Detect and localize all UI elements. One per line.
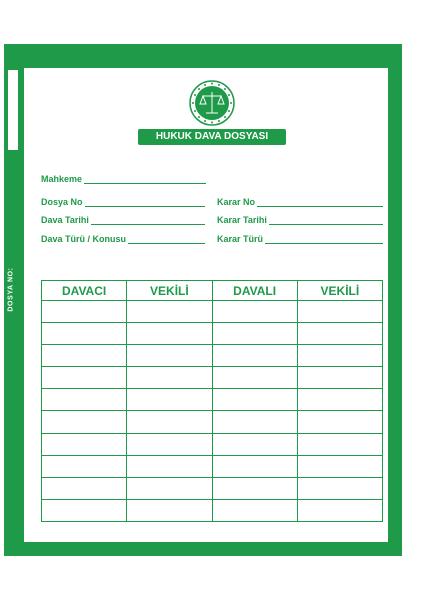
- table-cell[interactable]: [297, 477, 382, 499]
- field-karar-turu[interactable]: [217, 232, 383, 244]
- table-cell[interactable]: [297, 301, 382, 323]
- table-cell[interactable]: [127, 477, 212, 499]
- table-row: [42, 345, 383, 367]
- fill-line: [269, 215, 383, 225]
- parties-table: [41, 280, 383, 522]
- table-row: [42, 477, 383, 499]
- table-cell[interactable]: [127, 499, 212, 521]
- field-label: Dava Türü / Konusu: [41, 234, 127, 244]
- field-label: Mahkeme: [41, 174, 83, 184]
- table-cell[interactable]: [212, 301, 297, 323]
- table-cell[interactable]: [42, 367, 127, 389]
- table-cell[interactable]: [297, 389, 382, 411]
- table-cell[interactable]: [212, 477, 297, 499]
- table-cell[interactable]: [127, 433, 212, 455]
- fill-line: [85, 197, 205, 207]
- table-row: [42, 455, 383, 477]
- field-label: Karar Tarihi: [217, 215, 267, 225]
- table-cell[interactable]: [212, 345, 297, 367]
- field-label: Karar Türü: [217, 234, 264, 244]
- column-header-vekili: VEKİLİ: [127, 281, 212, 301]
- table-body: [42, 301, 383, 522]
- table-row: [42, 433, 383, 455]
- table-row: [42, 301, 383, 323]
- table-cell[interactable]: [42, 389, 127, 411]
- table-cell[interactable]: [297, 455, 382, 477]
- field-label: Dosya No: [41, 197, 83, 207]
- field-karar-tarihi[interactable]: [217, 213, 383, 225]
- field-dava-turu[interactable]: [41, 232, 205, 244]
- column-header-vekili: VEKİLİ: [297, 281, 382, 301]
- field-dava-tarihi[interactable]: [41, 213, 205, 225]
- table-row: [42, 411, 383, 433]
- fill-line: [91, 215, 205, 225]
- table-cell[interactable]: [297, 411, 382, 433]
- table-cell[interactable]: [127, 455, 212, 477]
- spine-label: DOSYA NO:: [7, 267, 15, 312]
- table-cell[interactable]: [212, 433, 297, 455]
- table-cell[interactable]: [42, 323, 127, 345]
- table-row: [42, 499, 383, 521]
- table-cell[interactable]: [297, 323, 382, 345]
- table-cell[interactable]: [212, 389, 297, 411]
- table-row: [42, 323, 383, 345]
- table-cell[interactable]: [212, 455, 297, 477]
- table-cell[interactable]: [212, 411, 297, 433]
- table-cell[interactable]: [42, 499, 127, 521]
- table-cell[interactable]: [297, 499, 382, 521]
- field-dosya-no[interactable]: [41, 195, 205, 207]
- field-label: Karar No: [217, 197, 256, 207]
- table-cell[interactable]: [127, 367, 212, 389]
- fill-line: [84, 174, 206, 184]
- fill-line: [128, 234, 205, 244]
- table-cell[interactable]: [42, 455, 127, 477]
- table-cell[interactable]: [297, 433, 382, 455]
- fill-line: [265, 234, 383, 244]
- table-cell[interactable]: [127, 411, 212, 433]
- table-cell[interactable]: [212, 499, 297, 521]
- table-cell[interactable]: [42, 411, 127, 433]
- fill-line: [257, 197, 383, 207]
- table-cell[interactable]: [42, 345, 127, 367]
- column-header-davali: DAVALI: [212, 281, 297, 301]
- table-cell[interactable]: [127, 345, 212, 367]
- field-karar-no[interactable]: [217, 195, 383, 207]
- column-header-davaci: DAVACI: [42, 281, 127, 301]
- table-cell[interactable]: [212, 323, 297, 345]
- scales-of-justice-icon: [189, 80, 235, 126]
- table-header-row: [42, 281, 383, 301]
- table-cell[interactable]: [297, 345, 382, 367]
- field-label: Dava Tarihi: [41, 215, 89, 225]
- table-cell[interactable]: [127, 389, 212, 411]
- table-cell[interactable]: [127, 301, 212, 323]
- document-title: HUKUK DAVA DOSYASI: [138, 129, 286, 145]
- field-mahkeme[interactable]: [41, 172, 206, 184]
- table-row: [42, 367, 383, 389]
- table-row: [42, 389, 383, 411]
- table-cell[interactable]: [297, 367, 382, 389]
- table-cell[interactable]: [212, 367, 297, 389]
- table-cell[interactable]: [42, 477, 127, 499]
- spine-label-window: [8, 70, 18, 150]
- table-cell[interactable]: [127, 323, 212, 345]
- table-cell[interactable]: [42, 301, 127, 323]
- table-cell[interactable]: [42, 433, 127, 455]
